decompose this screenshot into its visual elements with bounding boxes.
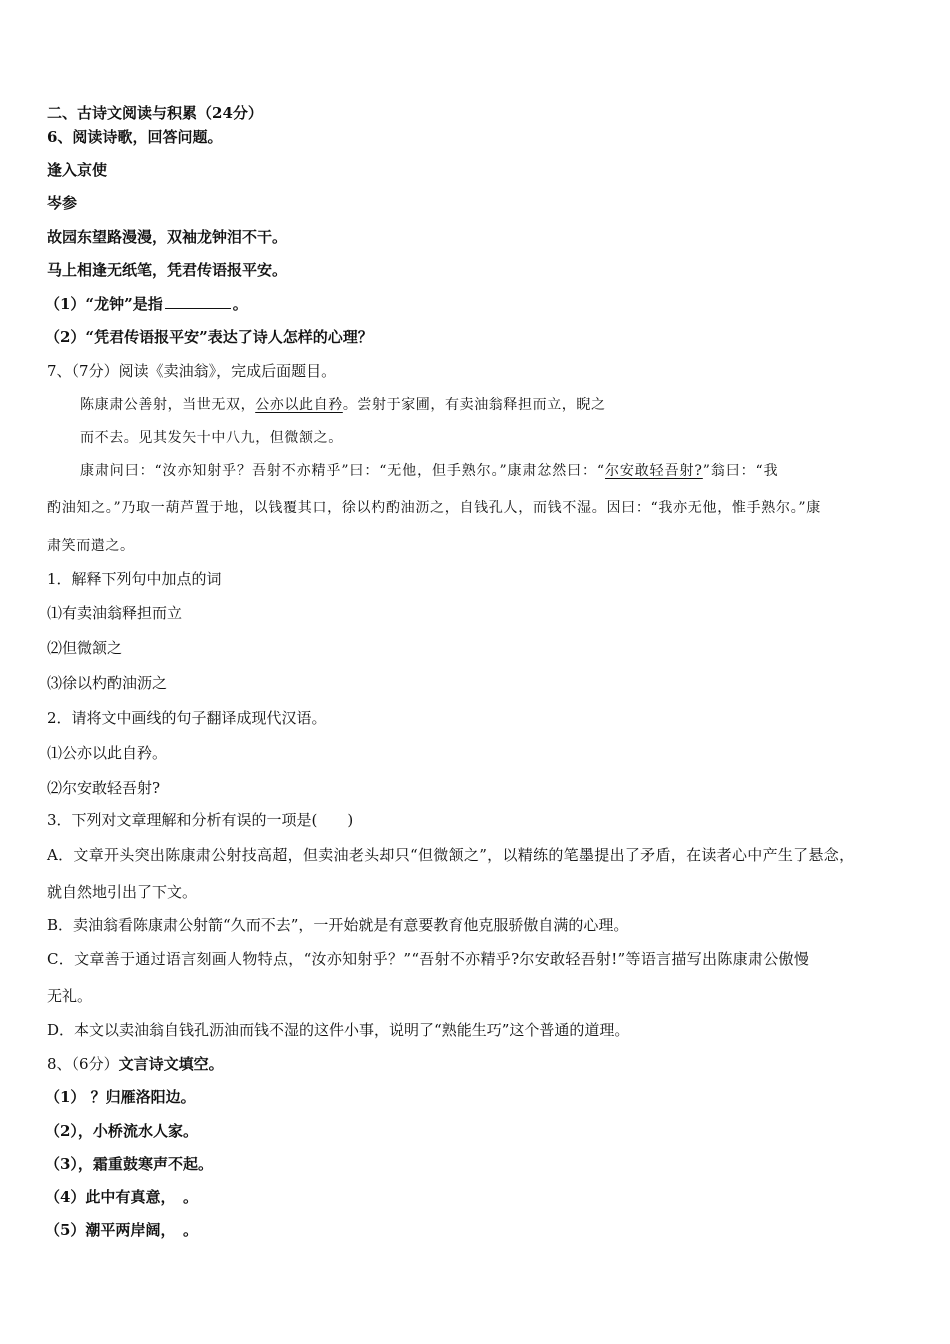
underlined-sentence-1: 公亦以此自矜 — [255, 397, 343, 413]
passage-line-3 — [80, 461, 779, 481]
poem-author: 岑参 — [47, 194, 78, 212]
sub-question-2-title: 2．请将文中画线的句子翻译成现代汉语。 — [47, 709, 327, 727]
option-d: D．本文以卖油翁自钱孔沥油而钱不湿的这件小事，说明了“熟能生巧”这个普通的道理。 — [47, 1021, 630, 1039]
sub-question-2-item: ⑴公亦以此自矜。 — [47, 744, 168, 762]
sub-question-1-item: ⑶徐以杓酌油沥之 — [47, 674, 168, 692]
sub-question-1-item: ⑴有卖油翁释担而立 — [47, 604, 183, 622]
option-a-cont: 就自然地引出了下文。 — [47, 883, 198, 901]
q7-title: 7、（7分）阅读《卖油翁》，完成后面题目。 — [47, 362, 337, 380]
q6-sub1-prefix: （1）“龙钟”是指 — [45, 295, 163, 313]
passage-text: 。尝射于家圃，有卖油翁释担而立，睨之 — [342, 397, 606, 413]
passage-line-5: 肃笑而遣之。 — [47, 538, 135, 554]
sub-question-1-item: ⑵但微颔之 — [47, 639, 123, 657]
passage-text: 康肃问曰：“汝亦知射乎？吾射不亦精乎”曰：“无他，但手熟尔。”康肃忿然曰：“ — [80, 463, 605, 479]
sub-question-2-item: ⑵尔安敢轻吾射? — [47, 779, 161, 797]
q8-title-prefix: 8、（6分） — [47, 1055, 119, 1073]
option-c-cont: 无礼。 — [47, 987, 93, 1005]
poem-title: 逢入京使 — [47, 161, 108, 179]
passage-line-4: 酌油知之。”乃取一葫芦置于地，以钱覆其口，徐以杓酌油沥之，自钱孔人，而钱不湿。因曰：“我亦无他，惟手熟尔。”康 — [47, 500, 821, 516]
fill-blank-item: （1） ？归雁洛阳边。 — [45, 1088, 196, 1106]
fill-blank-item: （3），霜重鼓寒声不起。 — [45, 1155, 213, 1173]
answer-blank — [165, 294, 231, 309]
poem-line-2: 马上相逢无纸笔，凭君传语报平安。 — [47, 261, 288, 279]
q6-sub1 — [45, 294, 248, 314]
option-c: C．文章善于通过语言刻画人物特点，“汝亦知射乎？”“吾射不亦精乎?尔安敢轻吾射!”等语言描写出陈康肃公傲慢 — [47, 950, 810, 968]
passage-text: ”翁曰：“我 — [702, 463, 779, 479]
q8-title-text: 文言诗文填空。 — [118, 1055, 224, 1073]
passage-line-1 — [80, 395, 606, 415]
fill-blank-item: （4）此中有真意， 。 — [45, 1188, 198, 1206]
option-b: B．卖油翁看陈康肃公射箭“久而不去”，一开始就是有意要教育他克服骄傲自满的心理。 — [47, 916, 629, 934]
sub-question-3-title: 3．下列对文章理解和分析有误的一项是( ) — [47, 811, 354, 829]
q6-title: 6、阅读诗歌，回答问题。 — [47, 128, 223, 146]
passage-text: 陈康肃公善射，当世无双， — [80, 397, 256, 413]
sub-question-1-title: 1．解释下列句中加点的词 — [47, 570, 222, 588]
section-header: 二、古诗文阅读与积累（24分） — [47, 104, 263, 122]
q8-title — [47, 1054, 224, 1074]
poem-line-1: 故园东望路漫漫，双袖龙钟泪不干。 — [47, 228, 288, 246]
underlined-sentence-2: 尔安敢轻吾射? — [604, 463, 703, 479]
fill-blank-item: （5）潮平两岸阔， 。 — [45, 1221, 198, 1239]
fill-blank-item: （2），小桥流水人家。 — [45, 1122, 198, 1140]
option-a: A．文章开头突出陈康肃公射技高超，但卖油老头却只“但微颔之”，以精练的笔墨提出了矛盾，在读者心中产生了悬念， — [47, 846, 855, 864]
q6-sub2: （2）“凭君传语报平安”表达了诗人怎样的心理？ — [45, 328, 373, 346]
passage-line-2: 而不去。见其发矢十中八九，但微颔之。 — [80, 430, 343, 446]
q6-sub1-suffix: 。 — [232, 295, 248, 313]
